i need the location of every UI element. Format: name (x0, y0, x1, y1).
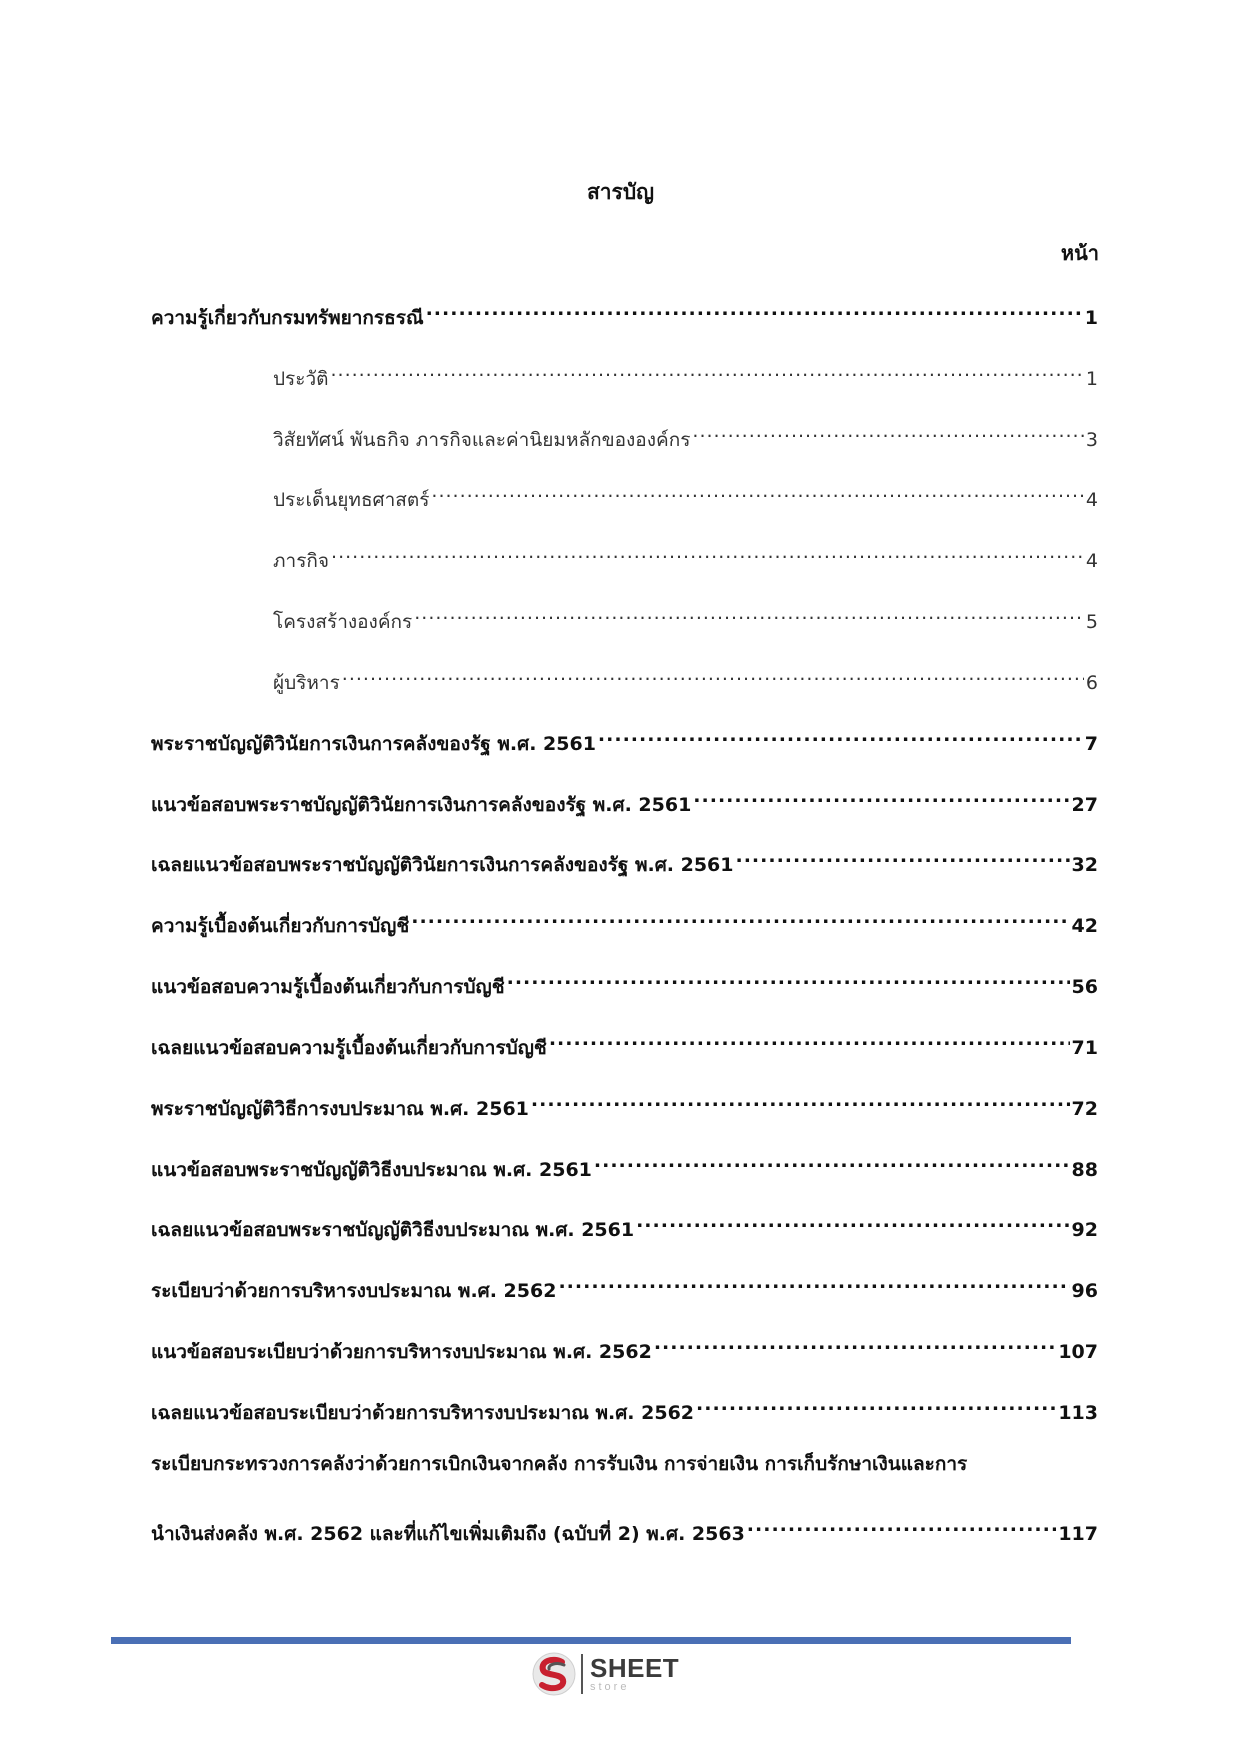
toc-entry-page: 4 (1085, 550, 1098, 572)
toc-entry-page: 107 (1058, 1341, 1098, 1363)
toc-entry-text: ความรู้เกี่ยวกับกรมทรัพยากรธรณี (151, 307, 424, 329)
leader-dots (594, 1146, 1070, 1176)
leader-dots (431, 476, 1083, 506)
toc-subentry[interactable] (273, 355, 1098, 394)
toc-entry-text: วิสัยทัศน์ พันธกิจ ภารกิจและค่านิยมหลักขององค์กร (273, 429, 691, 451)
toc-entry-page: 42 (1071, 915, 1098, 937)
toc-entry-page: 96 (1071, 1280, 1098, 1302)
toc-subentry[interactable] (273, 659, 1098, 698)
toc-entry-text: เฉลยแนวข้อสอบพระราชบัญญัติวินัยการเงินการคลังของรัฐ พ.ศ. 2561 (151, 854, 734, 876)
sheet-store-logo-icon (531, 1651, 577, 1697)
toc-entry[interactable] (151, 1267, 1098, 1306)
leader-dots (693, 781, 1069, 811)
toc-entry-page: 3 (1085, 429, 1098, 451)
logo-separator (581, 1654, 583, 1694)
leader-dots (342, 659, 1084, 689)
toc-entry-page: 113 (1058, 1402, 1098, 1424)
toc-entry-text-line2: นำเงินส่งคลัง พ.ศ. 2562 และที่แก้ไขเพิ่มเติมถึง (ฉบับที่ 2) พ.ศ. 2563 (151, 1523, 745, 1545)
toc-entry-page: 56 (1071, 976, 1098, 998)
toc-entry-page: 88 (1071, 1159, 1098, 1181)
toc-entry[interactable] (151, 781, 1098, 820)
brand-subtitle: store (590, 1681, 630, 1693)
toc-entry-text: ความรู้เบื้องต้นเกี่ยวกับการบัญชี (151, 915, 410, 937)
toc-entry-text: ระเบียบว่าด้วยการบริหารงบประมาณ พ.ศ. 2562 (151, 1280, 557, 1302)
toc-entry-text: ผู้บริหาร (273, 672, 340, 694)
leader-dots (747, 1510, 1057, 1540)
toc-entry-text: แนวข้อสอบพระราชบัญญัติวิธีงบประมาณ พ.ศ. 2561 (151, 1159, 592, 1181)
toc-entry[interactable] (151, 963, 1098, 1002)
toc-entry-text: พระราชบัญญัติวิธีการงบประมาณ พ.ศ. 2561 (151, 1098, 529, 1120)
toc-subentry[interactable] (273, 598, 1098, 637)
toc-entry[interactable] (151, 1085, 1098, 1124)
leader-dots (692, 416, 1084, 446)
toc-entry-text: เฉลยแนวข้อสอบความรู้เบื้องต้นเกี่ยวกับการบัญชี (151, 1037, 547, 1059)
toc-entry-page: 32 (1071, 854, 1098, 876)
toc-entry-page: 71 (1071, 1037, 1098, 1059)
toc-entry[interactable] (151, 1024, 1098, 1063)
toc-entry[interactable] (151, 841, 1098, 880)
toc-subentry[interactable] (273, 537, 1098, 576)
toc-subentry[interactable] (273, 416, 1098, 455)
footer-logo (531, 1651, 679, 1697)
toc-entry-text-line1: ระเบียบกระทรวงการคลังว่าด้วยการเบิกเงินจากคลัง การรับเงิน การจ่ายเงิน การเก็บรักษาเงินและการ (151, 1453, 968, 1475)
toc-title: สารบัญ (586, 180, 655, 204)
toc-entry-text: เฉลยแนวข้อสอบพระราชบัญญัติวิธีงบประมาณ พ.ศ. 2561 (151, 1219, 635, 1241)
toc-entry-page: 117 (1058, 1523, 1098, 1545)
toc-entry[interactable] (151, 1146, 1098, 1185)
toc-entry-page: 6 (1085, 672, 1098, 694)
leader-dots (531, 1085, 1070, 1115)
toc-entry[interactable] (151, 902, 1098, 941)
toc-entry-text: แนวข้อสอบระเบียบว่าด้วยการบริหารงบประมาณ พ.ศ. 2562 (151, 1341, 652, 1363)
toc-entry[interactable] (151, 294, 1098, 333)
brand-name: SHEET (590, 1653, 680, 1683)
toc-entry-page: 1 (1084, 307, 1098, 329)
leader-dots (736, 841, 1070, 871)
toc-entry-text: ประวัติ (273, 368, 329, 390)
leader-dots (330, 355, 1083, 385)
toc-entry-page: 4 (1085, 489, 1098, 511)
toc-entry-text: แนวข้อสอบพระราชบัญญัติวินัยการเงินการคลังของรัฐ พ.ศ. 2561 (151, 794, 692, 816)
toc-entry-text: พระราชบัญญัติวินัยการเงินการคลังของรัฐ พ.ศ. 2561 (151, 733, 596, 755)
leader-dots (598, 720, 1083, 750)
toc-entry[interactable] (151, 1328, 1098, 1367)
leader-dots (696, 1389, 1056, 1419)
toc-entry-text: ภารกิจ (273, 550, 330, 572)
leader-dots (411, 902, 1069, 932)
toc-entry-page: 7 (1084, 733, 1098, 755)
toc-entry-text: ประเด็นยุทธศาสตร์ (273, 489, 430, 511)
footer-rule (111, 1637, 1071, 1644)
leader-dots (549, 1024, 1070, 1054)
toc-entry-page: 1 (1085, 368, 1098, 390)
toc-entry-text: แนวข้อสอบความรู้เบื้องต้นเกี่ยวกับการบัญชี (151, 976, 505, 998)
toc-entry-text: เฉลยแนวข้อสอบระเบียบว่าด้วยการบริหารงบประมาณ พ.ศ. 2562 (151, 1402, 695, 1424)
leader-dots (507, 963, 1070, 993)
toc-entry-page: 5 (1085, 611, 1098, 633)
toc-subentry[interactable] (273, 476, 1098, 515)
leader-dots (426, 294, 1083, 324)
leader-dots (654, 1328, 1057, 1358)
toc-entry-page: 72 (1071, 1098, 1098, 1120)
page-column-header: หน้า (1060, 241, 1099, 265)
toc-entry[interactable] (151, 1389, 1098, 1428)
leader-dots (414, 598, 1084, 628)
toc-entry-multiline[interactable] (151, 1449, 1098, 1549)
toc-entry[interactable] (151, 720, 1098, 759)
leader-dots (636, 1206, 1069, 1236)
leader-dots (331, 537, 1084, 567)
leader-dots (558, 1267, 1069, 1297)
toc-entry[interactable] (151, 1206, 1098, 1245)
toc-entry-page: 27 (1071, 794, 1098, 816)
toc-entry-page: 92 (1071, 1219, 1098, 1241)
toc-entry-text: โครงสร้างองค์กร (273, 611, 413, 633)
